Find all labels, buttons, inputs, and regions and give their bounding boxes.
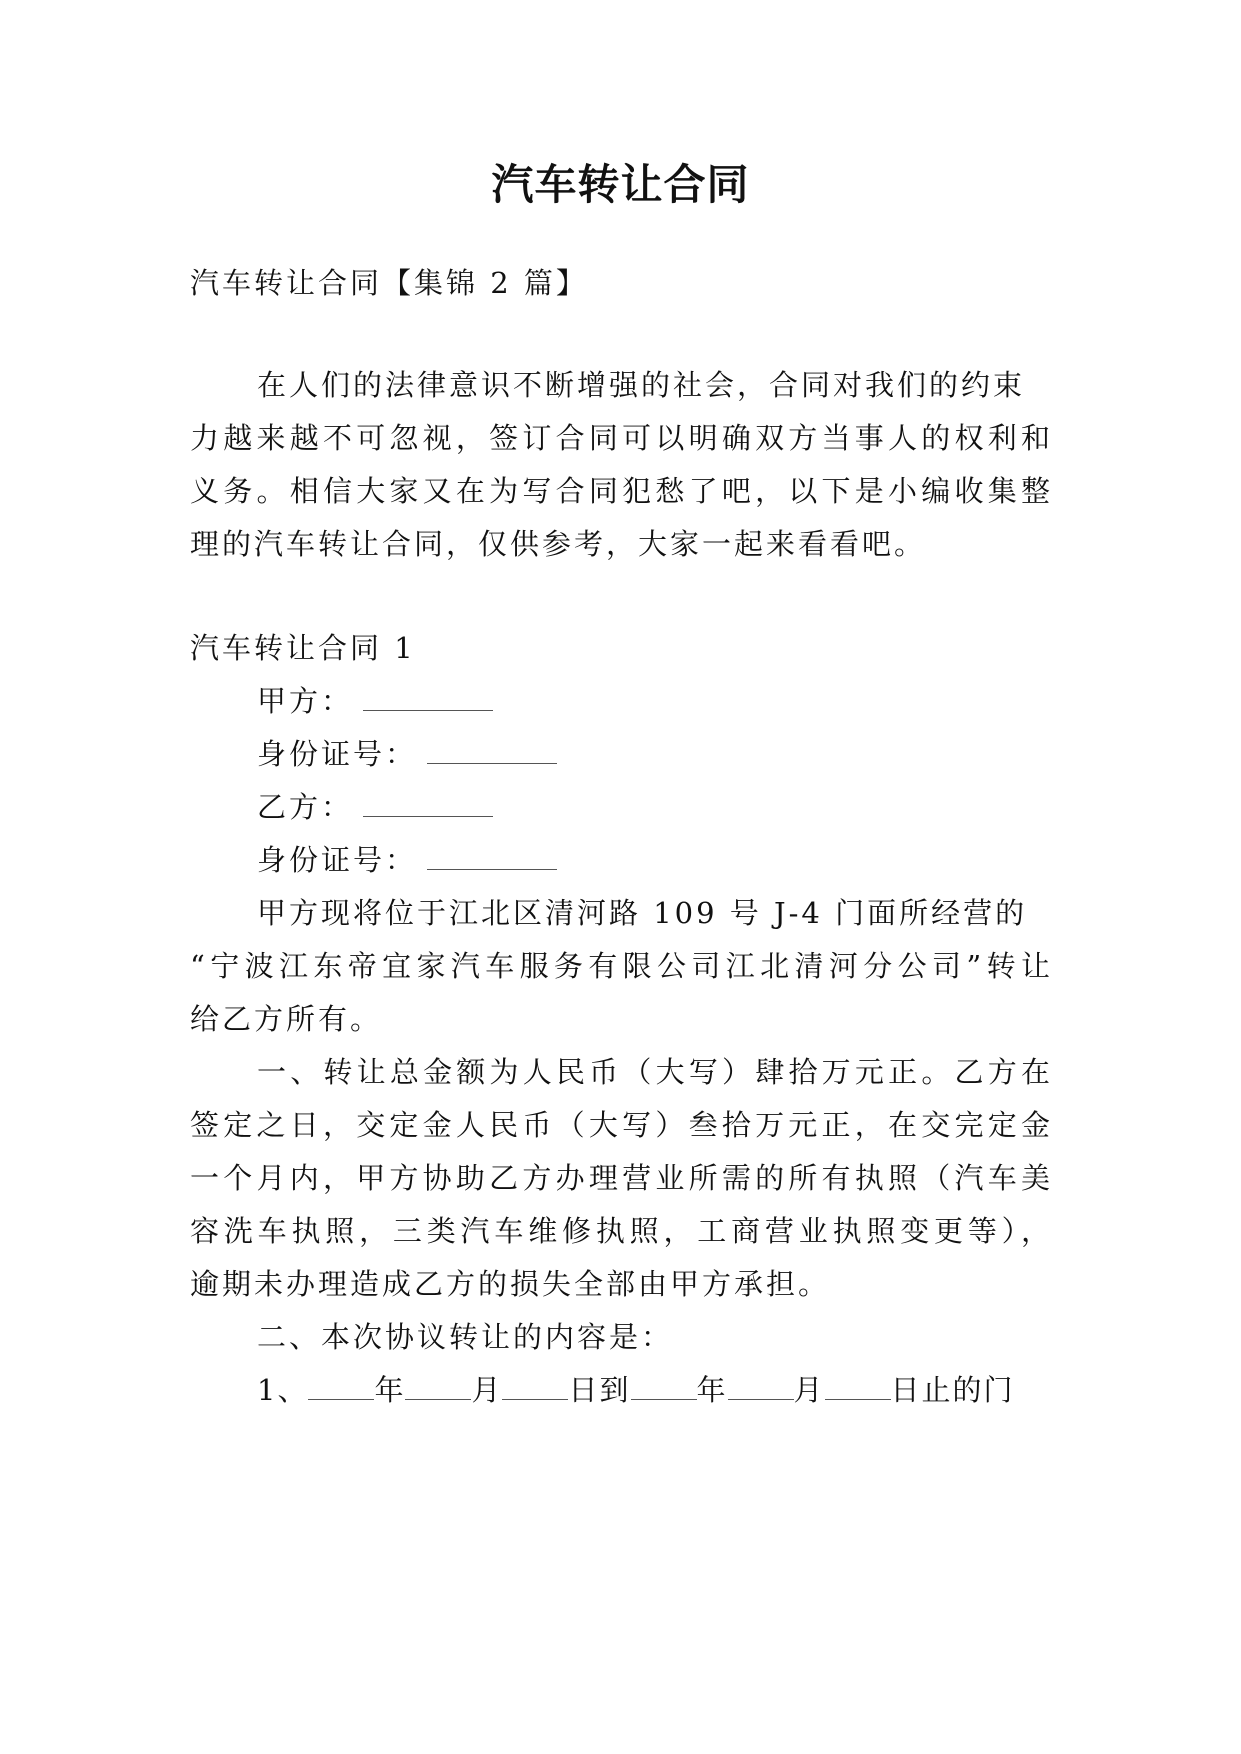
blank-line xyxy=(502,1373,568,1400)
para-line: 一、转让总金额为人民币（大写）肆拾万元正。乙方在 xyxy=(257,1055,1050,1089)
document-title: 汽车转让合同 xyxy=(491,160,750,209)
blank-line xyxy=(728,1373,794,1400)
blank-line xyxy=(427,737,557,764)
para-line: “宁波江东帝宜家汽车服务有限公司江北清河分公司”转让 xyxy=(190,949,1050,983)
para-line: 给乙方所有。 xyxy=(190,1002,383,1036)
field-label: 乙方： xyxy=(257,790,354,824)
date-unit: 月 xyxy=(793,1373,825,1407)
blank-line xyxy=(631,1373,697,1400)
date-unit: 日止的门 xyxy=(890,1373,1015,1407)
intro-line: 力越来越不可忽视，签订合同可以明确双方当事人的权利和 xyxy=(190,421,1050,455)
item-prefix: 1、 xyxy=(257,1373,309,1407)
date-unit: 月 xyxy=(471,1373,503,1407)
para-line: 逾期未办理造成乙方的损失全部由甲方承担。 xyxy=(190,1267,831,1301)
date-unit: 年 xyxy=(696,1373,728,1407)
document-subtitle: 汽车转让合同【集锦 2 篇】 xyxy=(190,266,588,300)
blank-line xyxy=(308,1373,374,1400)
para-line: 一个月内，甲方协助乙方办理营业所需的所有执照（汽车美 xyxy=(190,1161,1050,1195)
intro-line xyxy=(257,365,1050,405)
blank-line xyxy=(427,843,557,870)
section-heading: 汽车转让合同 1 xyxy=(190,631,416,665)
date-unit: 日到 xyxy=(568,1373,631,1407)
field-label: 身份证号： xyxy=(257,843,418,877)
item-line xyxy=(257,1370,1050,1410)
blank-line xyxy=(363,684,493,711)
para-line: 甲方现将位于江北区清河路 109 号 J-4 门面所经营的 xyxy=(257,896,1028,930)
blank-line xyxy=(405,1373,471,1400)
field-label: 甲方： xyxy=(257,684,354,718)
intro-text: 在人们的法律意识不断增强的社会，合同对我们的约束 xyxy=(257,368,1026,402)
date-unit: 年 xyxy=(374,1373,406,1407)
field-label: 身份证号： xyxy=(257,737,418,771)
field-id-a xyxy=(257,734,1117,774)
para-line: 二、本次协议转让的内容是： xyxy=(257,1320,674,1354)
intro-line: 理的汽车转让合同，仅供参考，大家一起来看看吧。 xyxy=(190,527,927,561)
field-party-b xyxy=(257,787,1117,827)
para-line: 容洗车执照，三类汽车维修执照，工商营业执照变更等）， xyxy=(190,1214,1050,1248)
blank-line xyxy=(363,790,493,817)
field-id-b xyxy=(257,840,1117,880)
intro-line: 义务。相信大家又在为写合同犯愁了吧，以下是小编收集整 xyxy=(190,474,1050,508)
field-party-a xyxy=(257,681,1117,721)
blank-line xyxy=(825,1373,891,1400)
para-line: 签定之日，交定金人民币（大写）叁拾万元正，在交完定金 xyxy=(190,1108,1050,1142)
